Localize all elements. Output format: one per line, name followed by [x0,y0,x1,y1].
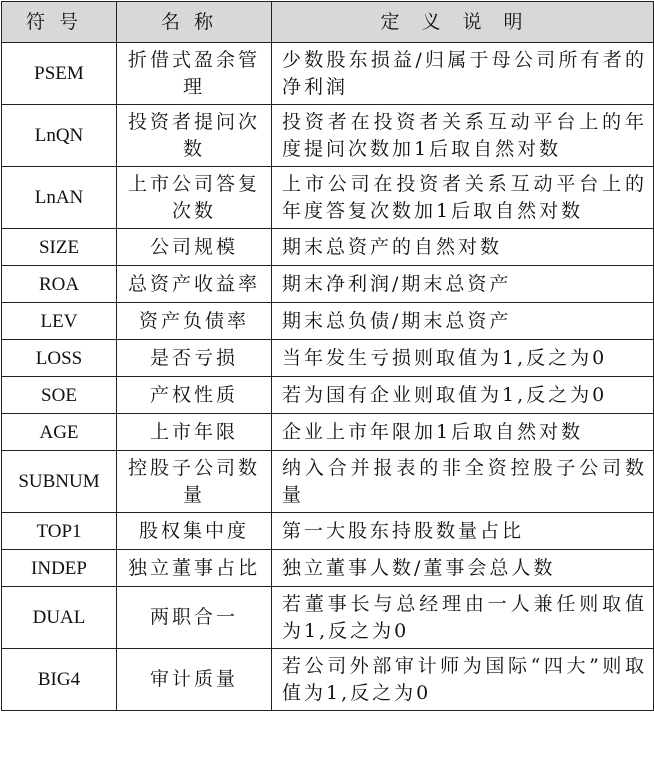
definition-cell: 若为国有企业则取值为1,反之为0 [272,377,654,414]
symbol-cell: AGE [2,414,117,451]
definition-cell: 若董事长与总经理由一人兼任则取值为1,反之为0 [272,587,654,649]
table-row [2,303,654,340]
definition-cell: 当年发生亏损则取值为1,反之为0 [272,340,654,377]
name-cell: 折借式盈余管理 [117,43,272,105]
table-row [2,105,654,167]
name-cell: 产权性质 [117,377,272,414]
symbol-cell: LOSS [2,340,117,377]
definition-cell: 期末总资产的自然对数 [272,229,654,266]
name-cell: 审计质量 [117,649,272,711]
definition-cell: 企业上市年限加1后取自然对数 [272,414,654,451]
variable-definition-table [1,1,654,711]
symbol-cell: SOE [2,377,117,414]
table-row [2,167,654,229]
symbol-cell: DUAL [2,587,117,649]
definition-cell: 纳入合并报表的非全资控股子公司数量 [272,451,654,513]
table-row [2,587,654,649]
definition-cell: 若公司外部审计师为国际“四大”则取值为1,反之为0 [272,649,654,711]
header-symbol: 符号 [2,2,117,43]
symbol-cell: BIG4 [2,649,117,711]
definition-cell: 投资者在投资者关系互动平台上的年度提问次数加1后取自然对数 [272,105,654,167]
name-cell: 公司规模 [117,229,272,266]
name-cell: 上市公司答复次数 [117,167,272,229]
symbol-cell: SIZE [2,229,117,266]
definition-cell: 第一大股东持股数量占比 [272,513,654,550]
definition-cell: 少数股东损益/归属于母公司所有者的净利润 [272,43,654,105]
header-name: 名称 [117,2,272,43]
table-row [2,451,654,513]
name-cell: 资产负债率 [117,303,272,340]
table-row [2,377,654,414]
symbol-cell: ROA [2,266,117,303]
table-row [2,266,654,303]
table-row [2,43,654,105]
definition-cell: 期末净利润/期末总资产 [272,266,654,303]
table-row [2,513,654,550]
header-definition: 定义说明 [272,2,654,43]
name-cell: 总资产收益率 [117,266,272,303]
table-row [2,649,654,711]
symbol-cell: INDEP [2,550,117,587]
name-cell: 投资者提问次数 [117,105,272,167]
table-header-row [2,2,654,43]
name-cell: 独立董事占比 [117,550,272,587]
name-cell: 股权集中度 [117,513,272,550]
table-row [2,550,654,587]
symbol-cell: LEV [2,303,117,340]
symbol-cell: PSEM [2,43,117,105]
definition-cell: 上市公司在投资者关系互动平台上的年度答复次数加1后取自然对数 [272,167,654,229]
name-cell: 上市年限 [117,414,272,451]
table-row [2,414,654,451]
symbol-cell: TOP1 [2,513,117,550]
symbol-cell: LnQN [2,105,117,167]
symbol-cell: LnAN [2,167,117,229]
name-cell: 是否亏损 [117,340,272,377]
table-row [2,340,654,377]
table-row [2,229,654,266]
name-cell: 控股子公司数量 [117,451,272,513]
definition-cell: 期末总负债/期末总资产 [272,303,654,340]
name-cell: 两职合一 [117,587,272,649]
definition-cell: 独立董事人数/董事会总人数 [272,550,654,587]
symbol-cell: SUBNUM [2,451,117,513]
